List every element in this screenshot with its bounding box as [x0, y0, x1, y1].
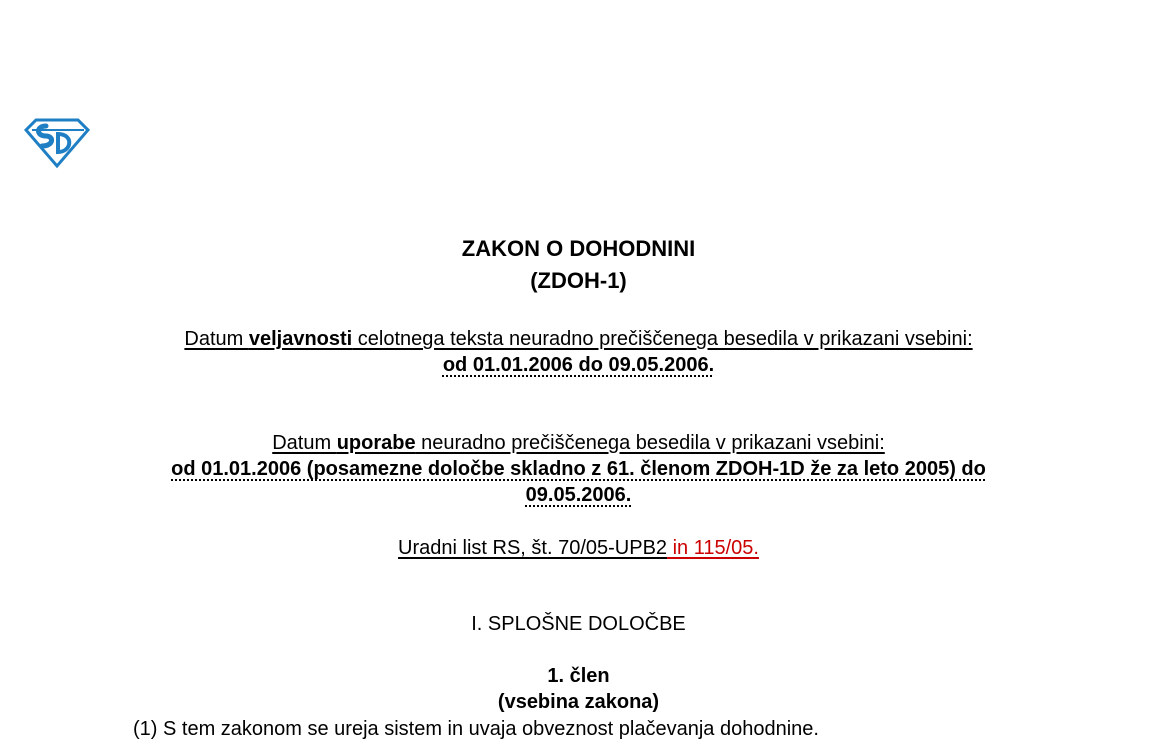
gazette-link-main[interactable]: Uradni list RS, št. 70/05-UPB2: [398, 537, 668, 559]
law-title: ZAKON O DOHODNINI: [461, 236, 696, 261]
validity-block: [150, 326, 1007, 378]
usage-block: [150, 430, 1007, 508]
validity-label-keyword: veljavnosti: [248, 328, 353, 350]
article-paragraph: (1) S tem zakonom se ureja sistem in uvaja obveznost plačevanja dohodnine.: [133, 718, 819, 740]
article-number: 1. člen: [547, 665, 610, 687]
validity-label-rest: celotnega teksta neuradno prečiščenega besedila v prikazani vsebini:: [352, 328, 973, 350]
law-abbreviation: (ZDOH-1): [530, 268, 627, 293]
usage-dates: od 01.01.2006 (posamezne določbe skladno z 61. členom ZDOH-1D že za leto 2005) do 09.05.2006.: [171, 458, 986, 506]
usage-label-datum: Datum: [272, 432, 337, 454]
article-subtitle: (vsebina zakona): [497, 691, 660, 713]
official-gazette: [150, 535, 1007, 561]
validity-dates: od 01.01.2006 do 09.05.2006.: [442, 354, 715, 376]
gazette-link-amendment[interactable]: in 115/05.: [667, 537, 759, 559]
usage-label-keyword: uporabe: [336, 432, 416, 454]
sd-shield-logo-icon: [22, 116, 92, 170]
validity-label-datum: Datum: [184, 328, 249, 350]
usage-label-rest: neuradno prečiščenega besedila v prikazani vsebini:: [415, 432, 885, 454]
section-heading: I. SPLOŠNE DOLOČBE: [471, 613, 686, 635]
